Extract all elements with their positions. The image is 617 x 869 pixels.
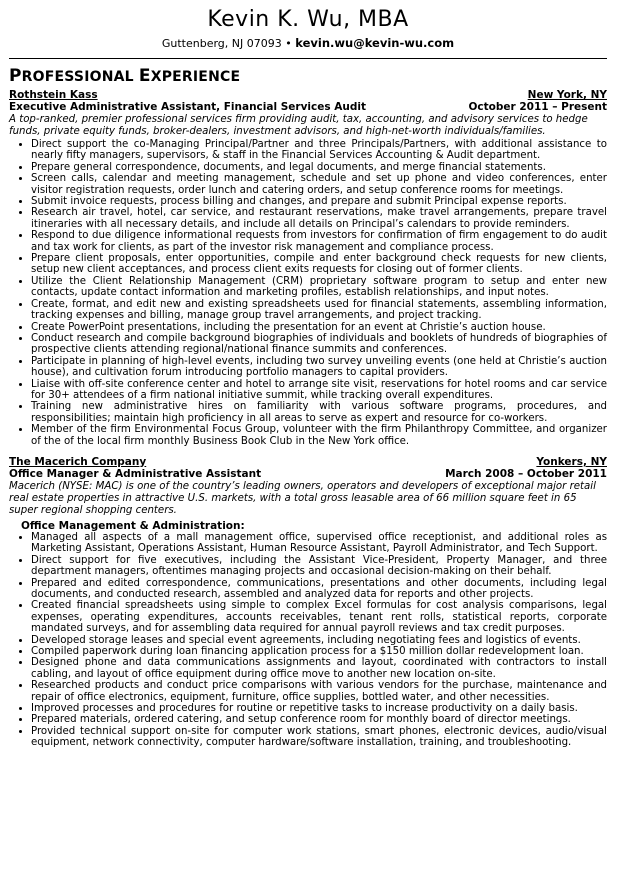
- job-title: Office Manager & Administrative Assistant: [9, 467, 262, 480]
- list-item: • Prepare client proposals, enter opportunities, compile and enter background check requests for new clients, setup new client acceptances, and process client exits requests for closing out of former clients.: [31, 253, 607, 276]
- candidate-name: Kevin K. Wu, MBA: [207, 7, 409, 32]
- list-item: • Developed storage leases and special event agreements, including negotiating fees and logistics of events.: [31, 635, 607, 646]
- job-bullets: [9, 139, 607, 447]
- job-entry-rothstein: [9, 89, 607, 447]
- list-item: • Create, format, and edit new and existing spreadsheets used for financial statements, assembling information, tracking expenses and billing, manage group travel arrangements, and project tracking.: [31, 299, 607, 322]
- list-item: • Created financial spreadsheets using simple to complex Excel formulas for cost analysis comparisons, legal expenses, operating expenditures, accounts receivables, tenant rent rolls, statistical reports, corporate mandated surveys, and for assembling data required for annual payroll reviews and tax credit purposes.: [31, 600, 607, 634]
- list-item: • Researched products and conduct price comparisons with various vendors for the purchase, maintenance and repair of office electronics, equipment, furniture, office supplies, bottled water, and other necessities.: [31, 680, 607, 703]
- email-link[interactable]: kevin.wu@kevin-wu.com: [295, 36, 455, 50]
- list-item: • Participate in planning of high-level events, including two survey unveiling events (one held at Christie’s auction house), and cultivation forum introducing portfolio managers to capital providers.: [31, 356, 607, 379]
- list-item: • Member of the firm Environmental Focus Group, volunteer with the firm Philanthropy Committee, and organizer of the of the local firm monthly Business Book Club in the New York office.: [31, 424, 607, 447]
- title-row: [9, 101, 607, 113]
- list-item: • Direct support for five executives, including the Assistant Vice-President, Property Manager, and three department managers, oftentimes managing projects and occasional decision-making on their behalf.: [31, 555, 607, 578]
- company-row: [9, 89, 607, 101]
- job-bullets: [9, 532, 607, 749]
- list-item: • Provided technical support on-site for computer work stations, smart phones, electronic devices, audio/visual equipment, network connectivity, computer hardware/software installation, training, and troubleshooting.: [31, 726, 607, 749]
- list-item: • Create PowerPoint presentations, including the presentation for an event at Christie’s auction house.: [31, 322, 607, 333]
- job-title: Executive Administrative Assistant, Financial Services Audit: [9, 101, 367, 113]
- list-item: • Utilize the Client Relationship Management (CRM) proprietary software program to setup and enter new contacts, update contact information and marketing profiles, establish relationships, and input notes.: [31, 276, 607, 299]
- list-item: • Research air travel, hotel, car service, and restaurant reservations, make travel arrangements, prepare travel itineraries with all necessary details, and include all details on Principal’s calendars to provide reminders.: [31, 207, 607, 230]
- list-item: • Prepared and edited correspondence, communications, presentations and other documents, including legal documents, and conducted research, assembled and analyzed data for reports and other projects.: [31, 578, 607, 601]
- list-item: • Compiled paperwork during loan financing application process for a $150 million dollar redevelopment loan.: [31, 646, 607, 657]
- company-description: A top-ranked, premier professional services firm providing audit, tax, accounting, and advisory services to hedge funds, private equity funds, broker-dealers, investment advisors, and high-net-worth individuals/families.: [9, 114, 588, 137]
- resume-page: [9, 0, 607, 749]
- separator-bullet: •: [285, 37, 292, 50]
- list-item: • Training new administrative hires on familiarity with various software programs, procedures, and responsibilities; maintain high proficiency in all areas to serve as expert and resource for co-workers.: [31, 401, 607, 424]
- company-location: Yonkers, NY: [536, 455, 607, 468]
- list-item: • Designed phone and data communications assignments and layout, coordinated with contractors to install cabling, and layout of office equipment during office move to another new location on-site.: [31, 657, 607, 680]
- location-text: Guttenberg, NJ 07093: [161, 37, 282, 50]
- title-row: [9, 468, 607, 480]
- company-location: New York, NY: [527, 89, 607, 101]
- subheading-office-management: Office Management & Administration:: [21, 519, 245, 532]
- list-item: • Prepare general correspondence, documents, and legal documents, and merge financial statements.: [31, 162, 607, 173]
- company-row: [9, 456, 607, 468]
- list-item: • Conduct research and compile background biographies of individuals and booklets of hundreds of biographies of prospective clients attending regional/national finance summits and conferences.: [31, 333, 607, 356]
- header-divider: [9, 58, 607, 59]
- job-dates: March 2008 – October 2011: [445, 467, 607, 480]
- list-item: • Respond to due diligence informational requests from investors for confirmation of firm engagement to do audit and tax work for clients, as part of the investor risk management and compliance process.: [31, 230, 607, 253]
- company-name: Rothstein Kass: [9, 89, 98, 101]
- company-name: The Macerich Company: [9, 455, 147, 468]
- list-item: • Submit invoice requests, process billing and changes, and prepare and submit Principal expense reports.: [31, 196, 607, 207]
- list-item: • Liaise with off-site conference center and hotel to arrange site visit, reservations for hotel rooms and car service for 30+ attendees of a firm national initiative summit, while tracking overall expenditures.: [31, 379, 607, 402]
- list-item: • Improved processes and procedures for routine or repetitive tasks to increase productivity on a daily basis.: [31, 703, 607, 714]
- job-dates: October 2011 – Present: [468, 101, 607, 113]
- job-entry-macerich: [9, 456, 607, 749]
- contact-line: [9, 37, 607, 50]
- list-item: • Prepared materials, ordered catering, and setup conference room for monthly board of director meetings.: [31, 714, 607, 725]
- list-item: • Managed all aspects of a mall management office, supervised office receptionist, and additional roles as Marketing Assistant, Operations Assistant, Human Resource Assistant, Payroll Administrator, and Tech Support.: [31, 532, 607, 555]
- list-item: • Screen calls, calendar and meeting management, schedule and set up phone and video conferences, enter visitor registration requests, order lunch and catering orders, and setup conference rooms for meetings.: [31, 173, 607, 196]
- company-description: Macerich (NYSE: MAC) is one of the country’s leading owners, operators and developers of exceptional major retail real estate properties in attractive U.S. markets, with a total gross leasable area of 66 million square feet in 65 super regional shopping centers.: [9, 480, 596, 516]
- section-title-experience: PROFESSIONAL EXPERIENCE: [9, 66, 241, 86]
- list-item: • Direct support the co-Managing Principal/Partner and three Principals/Partners, with additional assistance to nearly fifty managers, supervisors, & staff in the Financial Services Accounting & Audit department.: [31, 139, 607, 162]
